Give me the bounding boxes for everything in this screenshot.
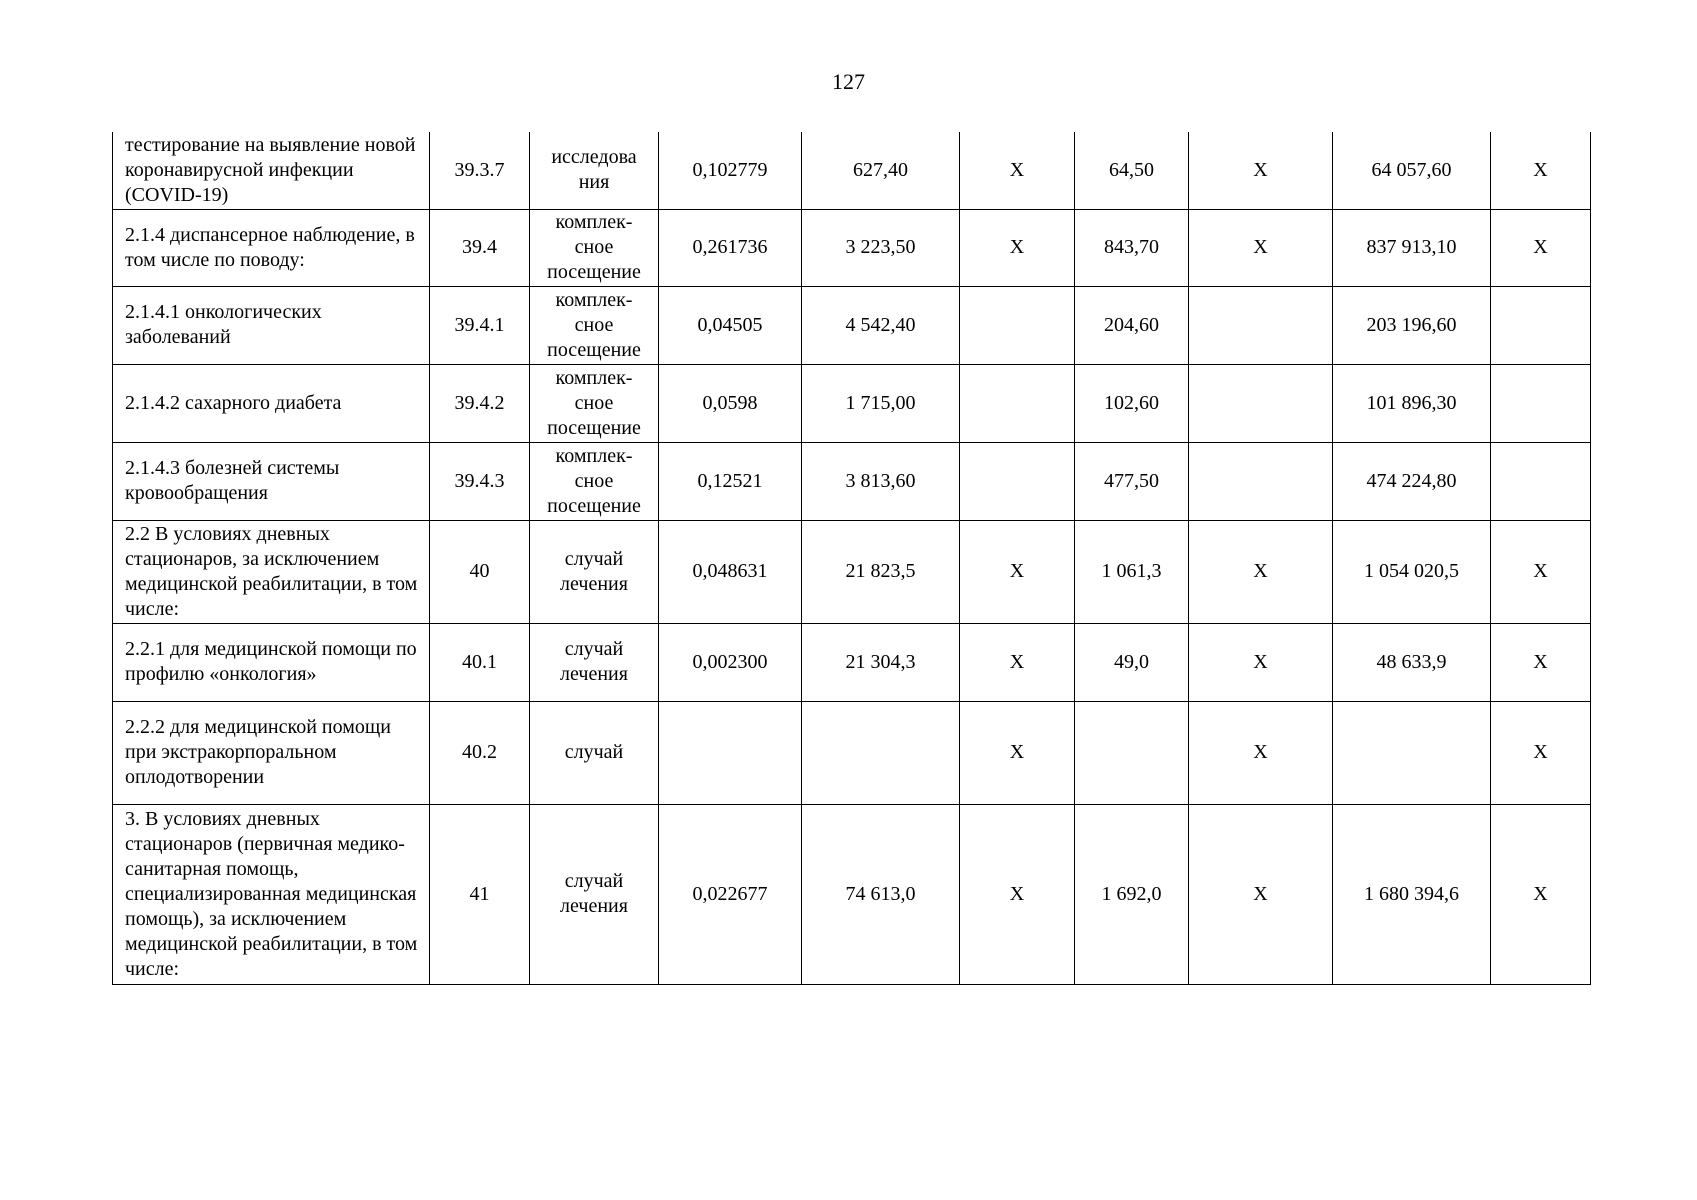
row-value-cell-c5 <box>1189 442 1333 520</box>
row-unit-cell <box>530 442 659 520</box>
row-value-cell-c1: 0,002300 <box>659 623 802 701</box>
row-code-cell: 41 <box>430 804 530 984</box>
row-value-cell-c6: 1 680 394,6 <box>1333 804 1491 984</box>
table-row <box>113 286 1591 364</box>
unit-text-line: сное <box>574 313 614 336</box>
row-value-cell-c6: 203 196,60 <box>1333 286 1491 364</box>
row-name-cell: 2.1.4.1 онкологических заболеваний <box>113 286 430 364</box>
row-unit-cell <box>530 286 659 364</box>
row-code-cell: 40.2 <box>430 701 530 804</box>
row-value-cell-c2 <box>802 701 960 804</box>
row-value-cell-c6: 474 224,80 <box>1333 442 1491 520</box>
row-name-cell: 2.1.4.2 сахарного диабета <box>113 364 430 442</box>
unit-text-line: случай <box>564 638 624 660</box>
row-value-cell-c4: 477,50 <box>1075 442 1189 520</box>
row-value-cell-c7: X <box>1491 132 1591 209</box>
row-value-cell-c7: X <box>1491 520 1591 623</box>
row-value-cell-c6: 101 896,30 <box>1333 364 1491 442</box>
row-value-cell-c7: X <box>1491 209 1591 286</box>
row-value-cell-c1: 0,022677 <box>659 804 802 984</box>
row-value-cell-c1: 0,0598 <box>659 364 802 442</box>
row-name-cell: 2.2 В условиях дневных стационаров, за исключением медицинской реабилитации, в том числе: <box>113 520 430 623</box>
row-value-cell-c7 <box>1491 442 1591 520</box>
row-value-cell-c4: 64,50 <box>1075 132 1189 209</box>
row-value-cell-c5: X <box>1189 623 1333 701</box>
table-row <box>113 209 1591 286</box>
row-value-cell-c7 <box>1491 286 1591 364</box>
row-value-cell-c4: 49,0 <box>1075 623 1189 701</box>
row-value-cell-c7: X <box>1491 804 1591 984</box>
row-value-cell-c5: X <box>1189 209 1333 286</box>
row-unit-cell <box>530 804 659 984</box>
row-value-cell-c2: 21 823,5 <box>802 520 960 623</box>
unit-text-line: лечения <box>560 895 628 917</box>
row-value-cell-c7: X <box>1491 701 1591 804</box>
unit-text-line: посещение <box>547 261 641 283</box>
row-value-cell-c7: X <box>1491 623 1591 701</box>
row-code-cell: 40 <box>430 520 530 623</box>
unit-text-line: исследова <box>551 146 637 169</box>
row-value-cell-c5: X <box>1189 132 1333 209</box>
row-value-cell-c2: 4 542,40 <box>802 286 960 364</box>
unit-text-line: случай <box>564 547 624 570</box>
row-name-cell: 2.2.2 для медицинской помощи при экстракорпоральном оплодотворении <box>113 701 430 804</box>
table-row <box>113 132 1591 209</box>
row-name-cell: 2.2.1 для медицинской помощи по профилю «онкология» <box>113 623 430 701</box>
unit-text-line: сное <box>574 469 614 492</box>
row-value-cell-c4: 1 061,3 <box>1075 520 1189 623</box>
row-code-cell: 39.4.2 <box>430 364 530 442</box>
unit-text-line: комплек- <box>555 288 633 311</box>
row-value-cell-c3: X <box>960 209 1075 286</box>
unit-text-line: лечения <box>560 663 628 685</box>
unit-text-line: комплек- <box>555 211 633 233</box>
row-code-cell: 39.4 <box>430 209 530 286</box>
row-value-cell-c6: 64 057,60 <box>1333 132 1491 209</box>
row-value-cell-c1: 0,102779 <box>659 132 802 209</box>
row-unit-cell <box>530 520 659 623</box>
row-name-cell: 3. В условиях дневных стационаров (первичная медико-санитарная помощь, специализированная медицинская помощь), за исключением медицинской реабилитации, в том числе: <box>113 804 430 984</box>
row-unit-cell <box>530 701 659 804</box>
row-value-cell-c7 <box>1491 364 1591 442</box>
table-row <box>113 520 1591 623</box>
row-value-cell-c2: 627,40 <box>802 132 960 209</box>
row-value-cell-c4: 102,60 <box>1075 364 1189 442</box>
row-name-cell: тестирование на выявление новой коронавирусной инфекции (COVID-19) <box>113 132 430 209</box>
row-value-cell-c3 <box>960 364 1075 442</box>
table-row <box>113 623 1591 701</box>
row-name-cell: 2.1.4.3 болезней системы кровообращения <box>113 442 430 520</box>
row-unit-cell <box>530 623 659 701</box>
unit-text-line: посещение <box>547 416 641 439</box>
row-value-cell-c5: X <box>1189 520 1333 623</box>
table-row <box>113 701 1591 804</box>
unit-text-line: ния <box>578 171 610 194</box>
row-value-cell-c4: 204,60 <box>1075 286 1189 364</box>
data-table <box>112 132 1591 985</box>
table-row <box>113 364 1591 442</box>
table-row <box>113 804 1591 984</box>
unit-text-line: комплек- <box>555 444 633 467</box>
page-number: 127 <box>832 69 865 94</box>
row-value-cell-c3: X <box>960 520 1075 623</box>
row-value-cell-c5 <box>1189 286 1333 364</box>
row-unit-cell <box>530 132 659 209</box>
row-value-cell-c2: 3 223,50 <box>802 209 960 286</box>
row-value-cell-c1: 0,04505 <box>659 286 802 364</box>
row-value-cell-c3: X <box>960 804 1075 984</box>
row-unit-cell <box>530 209 659 286</box>
row-unit-cell <box>530 364 659 442</box>
unit-text-line: посещение <box>547 338 641 361</box>
row-value-cell-c5: X <box>1189 804 1333 984</box>
row-value-cell-c4: 1 692,0 <box>1075 804 1189 984</box>
row-value-cell-c3 <box>960 442 1075 520</box>
row-value-cell-c2: 3 813,60 <box>802 442 960 520</box>
row-value-cell-c3: X <box>960 132 1075 209</box>
row-code-cell: 39.4.3 <box>430 442 530 520</box>
row-code-cell: 39.3.7 <box>430 132 530 209</box>
unit-text-line: случай <box>564 741 624 763</box>
row-value-cell-c3: X <box>960 701 1075 804</box>
unit-text-line: комплек- <box>555 366 633 389</box>
row-value-cell-c3 <box>960 286 1075 364</box>
row-code-cell: 40.1 <box>430 623 530 701</box>
table-row <box>113 442 1591 520</box>
row-value-cell-c6 <box>1333 701 1491 804</box>
row-value-cell-c3: X <box>960 623 1075 701</box>
row-value-cell-c1 <box>659 701 802 804</box>
row-value-cell-c4: 843,70 <box>1075 209 1189 286</box>
row-value-cell-c6: 1 054 020,5 <box>1333 520 1491 623</box>
row-code-cell: 39.4.1 <box>430 286 530 364</box>
row-value-cell-c6: 48 633,9 <box>1333 623 1491 701</box>
row-value-cell-c2: 74 613,0 <box>802 804 960 984</box>
unit-text-line: посещение <box>547 494 641 517</box>
row-value-cell-c6: 837 913,10 <box>1333 209 1491 286</box>
row-value-cell-c2: 1 715,00 <box>802 364 960 442</box>
row-value-cell-c2: 21 304,3 <box>802 623 960 701</box>
unit-text-line: случай <box>564 870 624 892</box>
row-value-cell-c1: 0,048631 <box>659 520 802 623</box>
row-value-cell-c5: X <box>1189 701 1333 804</box>
row-value-cell-c5 <box>1189 364 1333 442</box>
row-value-cell-c1: 0,261736 <box>659 209 802 286</box>
unit-text-line: сное <box>574 236 614 258</box>
unit-text-line: лечения <box>560 572 628 595</box>
unit-text-line: сное <box>574 391 614 414</box>
row-value-cell-c4 <box>1075 701 1189 804</box>
row-name-cell: 2.1.4 диспансерное наблюдение, в том числе по поводу: <box>113 209 430 286</box>
row-value-cell-c1: 0,12521 <box>659 442 802 520</box>
